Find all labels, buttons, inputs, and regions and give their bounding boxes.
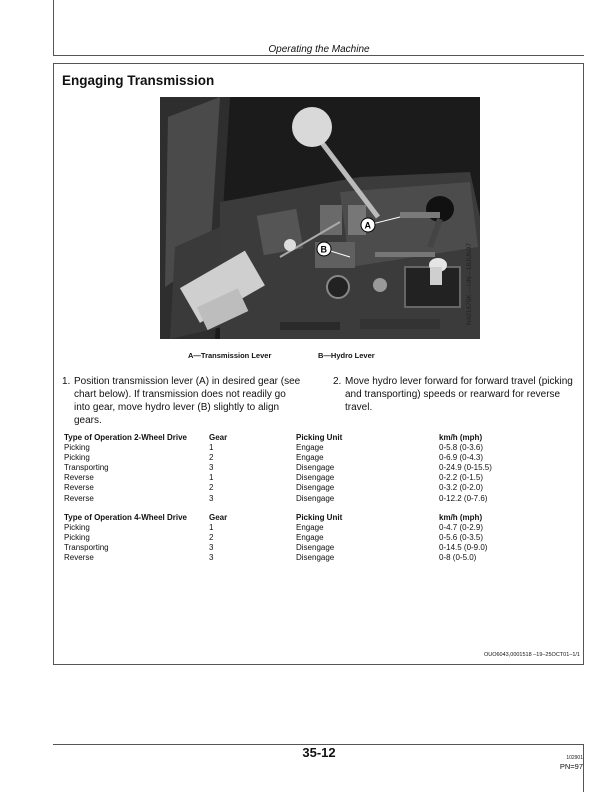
step-number: 1. [62,376,71,387]
cell-gear: 2 [209,453,214,463]
cell-gear: 1 [209,473,214,483]
cell-operation: Picking [64,533,90,543]
cell-operation: Transporting [64,463,109,473]
cell-picking-unit: Engage [296,523,324,533]
step-text: Position transmission lever (A) in desired gear (see chart below). If transmission does not readily go into gear, move hydro lever (B) slightly to align gears. [74,376,301,426]
cell-speed: 0-5.6 (0-3.5) [439,533,484,543]
step-1 [62,375,302,427]
cell-operation: Picking [64,453,90,463]
header-rule [53,55,584,56]
table-row [64,463,559,473]
reference-code: OUO6043,0001518 –19–25OCT01–1/1 [483,652,580,658]
date-code: 102901 [566,755,583,761]
pn-number: PN=97 [559,762,583,771]
control-console-image [160,97,480,339]
cell-picking-unit: Engage [296,443,324,453]
table-row [64,543,559,553]
table-header-row [64,433,559,443]
header-gear: Gear [209,513,228,522]
cell-picking-unit: Disengage [296,493,335,503]
cell-speed: 0-5.8 (0-3.6) [439,443,484,453]
cell-operation: Reverse [64,553,94,563]
header-operation: Type of Operation 2-Wheel Drive [64,433,187,442]
cell-picking-unit: Disengage [296,473,335,483]
header-operation: Type of Operation 4-Wheel Drive [64,513,187,522]
cell-picking-unit: Disengage [296,483,335,493]
table-row [64,494,559,504]
transmission-photo [160,97,480,339]
caption-hydro-lever: B—Hydro Lever [318,351,375,360]
cell-gear: 3 [209,463,214,473]
section-title: Engaging Transmission [62,73,215,88]
cell-speed: 0-2.2 (0-1.5) [439,473,484,483]
cell-operation: Picking [64,443,90,453]
cell-speed: 0-6.9 (0-4.3) [439,453,484,463]
cell-gear: 3 [209,553,214,563]
cell-operation: Reverse [64,473,94,483]
cell-speed: 0-12.2 (0-7.6) [439,493,488,503]
callout-a: A [364,220,371,231]
cell-gear: 2 [209,483,214,493]
cell-operation: Reverse [64,483,94,493]
cell-speed: 0-4.7 (0-2.9) [439,523,484,533]
table-row [64,453,559,463]
cell-picking-unit: Engage [296,533,324,543]
table-2wd [64,433,559,504]
step-2 [333,375,573,414]
table-row [64,553,559,563]
table-row [64,443,559,453]
image-code: N421670K —UN—18JUN97 [466,242,473,325]
table-4wd [64,513,559,563]
section-header: Operating the Machine [268,44,370,55]
cell-operation: Reverse [64,493,94,503]
table-row [64,483,559,493]
callout-b: B [320,244,327,255]
cell-operation: Picking [64,523,90,533]
header-speed: km/h (mph) [439,433,483,442]
cell-speed: 0-8 (0-5.0) [439,553,477,563]
cell-gear: 2 [209,533,214,543]
cell-speed: 0-3.2 (0-2.0) [439,483,484,493]
table-header-row [64,513,559,523]
cell-picking-unit: Engage [296,453,324,463]
header-gear: Gear [209,433,228,442]
step-text: Move hydro lever forward for forward travel (picking and transporting) speeds or rearward for reverse travel. [345,376,573,413]
cell-operation: Transporting [64,543,109,553]
table-row [64,473,559,483]
cell-picking-unit: Disengage [296,553,335,563]
header-speed: km/h (mph) [439,513,483,522]
step-number: 2. [333,376,342,387]
cell-picking-unit: Disengage [296,463,335,473]
cell-speed: 0-24.9 (0-15.5) [439,463,492,473]
cell-gear: 3 [209,543,214,553]
cell-gear: 1 [209,523,214,533]
cell-gear: 3 [209,493,214,503]
page-number: 35-12 [302,745,336,760]
table-row [64,523,559,533]
cell-gear: 1 [209,443,214,453]
table-row [64,533,559,543]
cell-picking-unit: Disengage [296,543,335,553]
header-picking-unit: Picking Unit [296,513,343,522]
caption-transmission-lever: A—Transmission Lever [188,351,272,360]
cell-speed: 0-14.5 (0-9.0) [439,543,488,553]
header-picking-unit: Picking Unit [296,433,343,442]
